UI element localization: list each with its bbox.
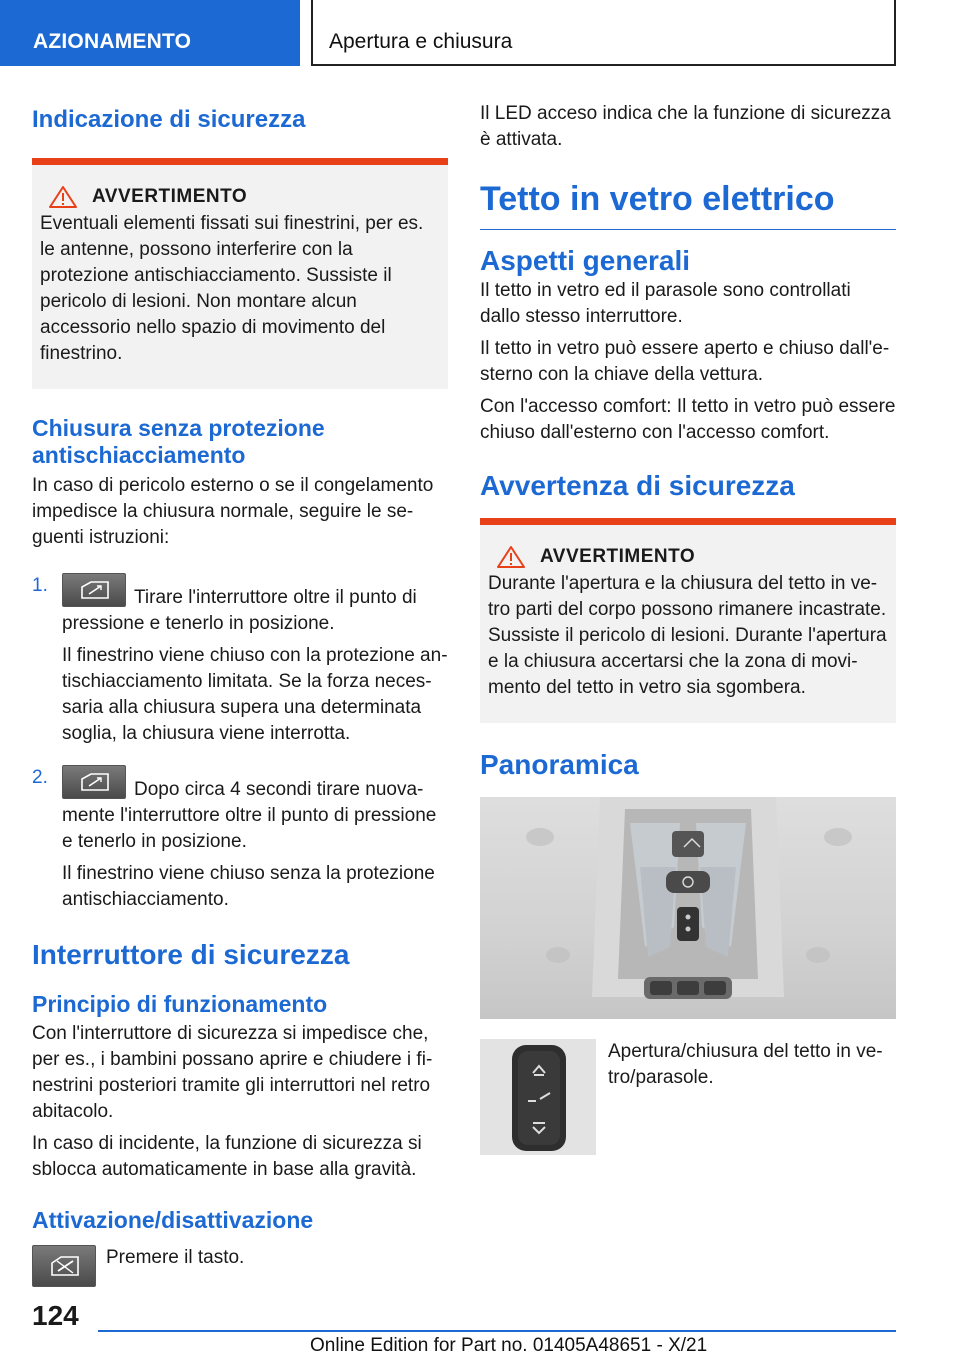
step-number: 2. — [32, 767, 48, 788]
switch-heading: Interruttore di sicurezza — [32, 939, 350, 970]
warning-title-text: AVVERTIMENTO — [540, 546, 696, 567]
principle-paragraph: Con l'interruttore di sicurezza si impedisce che, per es., i bambini possano aprire e chiudere i finestrini posteriori tramite gli interruttori nel retro abitacolo. — [32, 1023, 433, 1122]
step-text-row — [62, 765, 448, 855]
safety-switch-icon[interactable] — [32, 1245, 96, 1287]
roof-switch-photo — [480, 1039, 596, 1155]
left-column — [32, 96, 448, 1287]
footer-divider — [98, 1330, 896, 1332]
window-switch-icon — [62, 573, 126, 607]
caption-text: Apertura/chiusura del tetto in vetro/parasole. — [608, 1041, 883, 1088]
warning-triangle-icon — [48, 185, 78, 209]
step-subtext: Il finestrino viene chiuso con la protezione antischiacciamento limitata. Se la forza necessaria alla chiusura supera una determinata soglia, la chiusura viene interrotta. — [62, 645, 448, 744]
warning-text: Durante l'apertura e la chiusura del tetto in vetro parti del corpo possono rimanere incastrate. Sussiste il pericolo di lesioni. Durante l'apertura e la chiusura accertarsi che la zona di movimento del tetto in vetro sia sgombera. — [488, 573, 887, 698]
activation-text: Premere il tasto. — [106, 1247, 245, 1268]
step-number: 1. — [32, 575, 48, 596]
activation-row — [32, 1245, 448, 1287]
closing-heading: Chiusura senza protezione antischiacciamento — [32, 415, 325, 468]
safety-heading: Indicazione di sicurezza — [32, 106, 306, 133]
step-subtext: Il finestrino viene chiuso senza la protezione antischiacciamento. — [62, 863, 435, 910]
caption-row — [480, 1039, 896, 1155]
warning-heading: Avvertenza di sicurezza — [480, 470, 795, 501]
warning-title — [488, 545, 888, 569]
general-paragraph: Il tetto in vetro ed il parasole sono controllati dallo stesso interruttore. — [480, 280, 851, 327]
closing-text: In caso di pericolo esterno o se il congelamento impedisce la chiusura normale, seguire le seguenti istruzioni: — [32, 475, 434, 548]
step-text: Tirare l'interruttore oltre il punto di pressione e tenerlo in posizione. — [62, 587, 417, 634]
right-column — [480, 96, 896, 1155]
principle-paragraph: In caso di incidente, la funzione di sicurezza si sblocca automaticamente in base alla gravità. — [32, 1133, 422, 1180]
roof-switch-illustration — [480, 1039, 596, 1155]
general-heading: Aspetti generali — [480, 245, 691, 276]
roof-heading: Tetto in vetro elettrico — [480, 177, 896, 230]
section-label: Apertura e chiusura — [311, 0, 896, 66]
overview-heading: Panoramica — [480, 749, 639, 780]
step-text-row — [62, 573, 448, 637]
led-text: Il LED acceso indica che la funzione di sicurezza è attivata. — [480, 103, 891, 150]
footer-edition: Online Edition for Part no. 01405A48651 - X/21 — [310, 1335, 708, 1356]
principle-heading: Principio di funzionamento — [32, 991, 328, 1017]
warning-triangle-icon — [496, 545, 526, 569]
roof-console-illustration — [480, 797, 896, 1019]
warning-title-text: AVVERTIMENTO — [92, 186, 248, 207]
general-paragraph: Con l'accesso comfort: Il tetto in vetro può essere chiuso dall'esterno con l'accesso comfort. — [480, 396, 896, 443]
general-paragraph: Il tetto in vetro può essere aperto e chiuso dall'esterno con la chiave della vettura. — [480, 338, 890, 385]
window-switch-icon — [62, 765, 126, 799]
step-item — [32, 765, 448, 913]
warning-box — [480, 518, 896, 723]
step-item — [32, 573, 448, 747]
page-number: 124 — [32, 1300, 79, 1331]
activation-heading: Attivazione/disattivazione — [32, 1207, 314, 1233]
roof-console-photo — [480, 797, 896, 1019]
warning-box — [32, 158, 448, 389]
warning-title — [40, 185, 440, 209]
warning-text: Eventuali elementi fissati sui finestrini, per es. le antenne, possono interferire con la protezione antischiacciamento. Sussiste il pericolo di lesioni. Non montare alcun accessorio nello spazio di movimento del finestrino. — [40, 213, 424, 364]
chapter-label: AZIONAMENTO — [0, 0, 300, 66]
step-text: Dopo circa 4 secondi tirare nuovamente l'interruttore oltre il punto di pressione e tenerlo in posizione. — [62, 779, 437, 852]
page-header — [0, 0, 960, 66]
